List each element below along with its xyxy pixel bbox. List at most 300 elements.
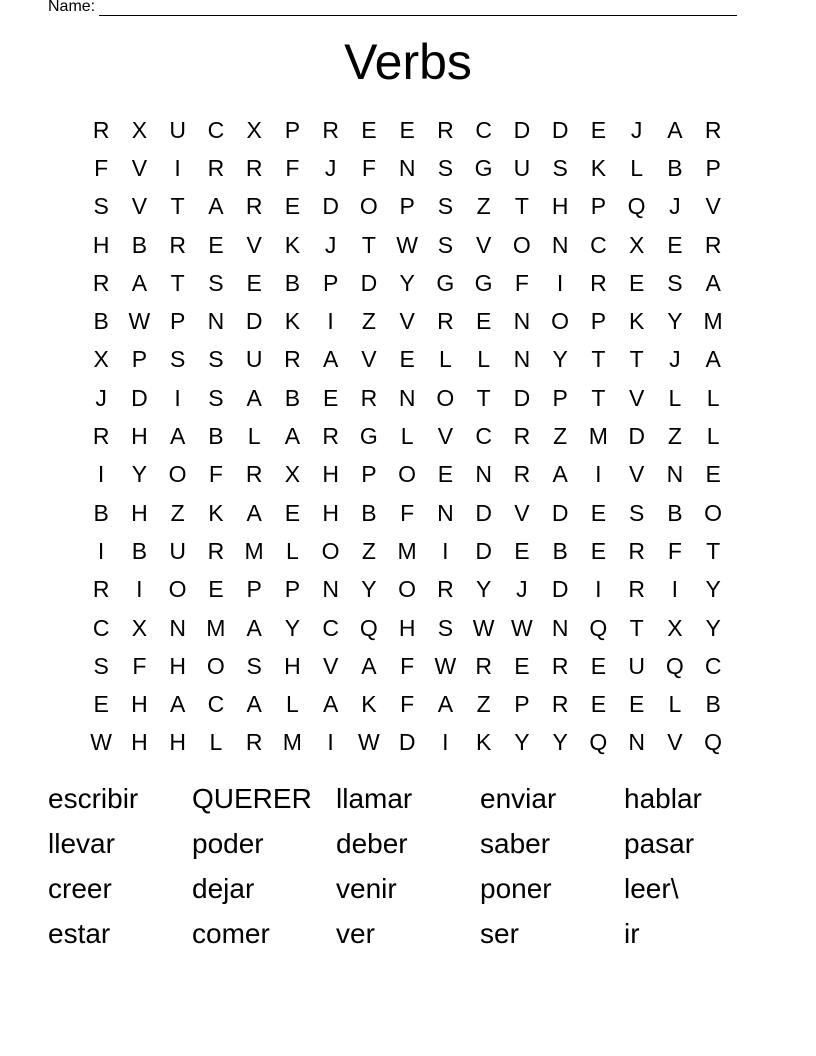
grid-letter: G (474, 269, 493, 296)
grid-letter: W (358, 729, 380, 756)
grid-letter: F (400, 691, 415, 718)
grid-letter: W (396, 231, 418, 258)
grid-letter: V (322, 652, 339, 679)
grid-letter: L (477, 346, 491, 373)
grid-letter: Z (667, 423, 682, 450)
grid-letter: S (208, 269, 224, 296)
grid-letter: O (206, 652, 225, 679)
grid-letter: K (590, 154, 607, 181)
grid-letter: Q (627, 193, 646, 220)
grid-letter: V (628, 384, 645, 411)
grid-letter: B (667, 499, 683, 526)
word-list-item: ver (336, 918, 375, 949)
grid-letter: R (92, 269, 110, 296)
grid-letter: C (590, 231, 607, 258)
grid-letter: N (475, 461, 492, 488)
word-list-item: saber (480, 828, 551, 859)
grid-letter: D (551, 499, 569, 526)
grid-letter: O (398, 576, 417, 603)
grid-letter: N (551, 231, 569, 258)
word-list-item: poder (192, 828, 264, 859)
grid-letter: R (437, 576, 454, 603)
grid-letter: I (174, 154, 181, 181)
grid-letter: E (590, 116, 607, 143)
grid-letter: X (246, 116, 262, 143)
grid-letter: I (136, 576, 143, 603)
grid-letter: D (398, 729, 416, 756)
word-list-item: creer (48, 873, 112, 904)
grid-letter: P (131, 346, 148, 373)
grid-letter: O (398, 461, 417, 488)
grid-letter: P (590, 193, 607, 220)
grid-letter: R (92, 576, 110, 603)
grid-letter: Q (704, 729, 723, 756)
grid-letter: H (169, 729, 186, 756)
grid-letter: Y (399, 269, 415, 296)
word-list-item: enviar (480, 783, 557, 814)
grid-letter: V (475, 231, 492, 258)
grid-letter: S (246, 652, 262, 679)
grid-letter: M (206, 614, 226, 641)
grid-letter: Y (514, 729, 530, 756)
grid-letter: R (207, 537, 225, 564)
word-list-item: venir (336, 873, 397, 904)
grid-letter: E (590, 691, 607, 718)
grid-letter: E (399, 116, 415, 143)
grid-letter: V (361, 346, 377, 373)
grid-letter: B (705, 691, 721, 718)
grid-letter: R (551, 691, 569, 718)
grid-letter: V (399, 308, 415, 335)
grid-letter: T (514, 193, 529, 220)
word-list-item: QUERER (192, 783, 312, 814)
grid-letter: L (668, 384, 682, 411)
grid-letter: I (671, 576, 679, 603)
grid-letter: O (168, 576, 187, 603)
grid-letter: J (95, 384, 107, 411)
word-list-item: pasar (624, 828, 695, 859)
grid-letter: I (327, 308, 334, 335)
grid-letter: O (359, 193, 378, 220)
grid-letter: I (442, 537, 449, 564)
grid-letter: C (207, 116, 225, 143)
grid-letter: Y (284, 614, 301, 641)
grid-letter: C (92, 614, 110, 641)
grid-letter: Q (589, 729, 608, 756)
grid-letter: E (93, 691, 109, 718)
grid-letter: A (169, 423, 186, 450)
grid-letter: P (169, 308, 186, 335)
grid-letter: R (322, 423, 339, 450)
grid-letter: E (437, 461, 454, 488)
grid-letter: C (322, 614, 339, 641)
grid-letter: R (628, 576, 645, 603)
grid-letter: T (706, 537, 721, 564)
grid-letter: Y (552, 346, 568, 373)
grid-letter: E (514, 652, 530, 679)
grid-letter: H (169, 652, 186, 679)
grid-letter: Z (170, 499, 185, 526)
grid-letter: R (437, 308, 454, 335)
grid-letter: X (284, 461, 301, 488)
grid-letter: P (705, 154, 721, 181)
grid-letter: L (285, 537, 299, 564)
grid-letter: Y (475, 576, 492, 603)
grid-letter: E (399, 346, 415, 373)
grid-letter: A (284, 423, 301, 450)
grid-letter: A (361, 652, 377, 679)
grid-letter: E (667, 231, 683, 258)
grid-letter: E (590, 499, 607, 526)
name-field (48, 0, 737, 16)
grid-letter: E (322, 384, 339, 411)
word-list-item: poner (480, 873, 552, 904)
grid-letter: U (169, 116, 186, 143)
grid-letter: H (322, 499, 339, 526)
grid-letter: B (284, 384, 301, 411)
grid-letter: V (628, 461, 645, 488)
grid-letter: P (246, 576, 262, 603)
word-list-item: leer\ (624, 873, 679, 904)
grid-letter: L (706, 423, 720, 450)
grid-letter: F (132, 652, 147, 679)
grid-letter: C (475, 423, 492, 450)
grid-letter: D (245, 308, 263, 335)
grid-letter: D (513, 116, 531, 143)
grid-letter: I (327, 729, 334, 756)
grid-letter: G (474, 154, 493, 181)
grid-letter: M (703, 308, 723, 335)
grid-letter: I (442, 729, 449, 756)
grid-letter: E (284, 193, 301, 220)
grid-letter: S (208, 346, 224, 373)
grid-letter: E (208, 576, 224, 603)
word-list-item: ir (624, 918, 640, 949)
word-list (48, 776, 768, 956)
grid-letter: M (282, 729, 302, 756)
grid-letter: L (706, 384, 720, 411)
grid-letter: T (629, 614, 644, 641)
grid-letter: J (324, 154, 337, 181)
grid-letter: R (284, 346, 301, 373)
grid-letter: V (246, 231, 262, 258)
grid-letter: N (551, 614, 569, 641)
grid-letter: H (131, 729, 148, 756)
grid-letter: P (399, 193, 415, 220)
grid-letter: F (514, 269, 529, 296)
grid-letter: R (245, 461, 263, 488)
grid-letter: V (514, 499, 530, 526)
grid-letter: O (512, 231, 531, 258)
word-list-item: llevar (48, 828, 115, 859)
grid-letter: V (131, 154, 148, 181)
grid-letter: E (590, 652, 607, 679)
grid-letter: N (169, 614, 186, 641)
grid-letter: E (590, 537, 607, 564)
grid-letter: V (705, 193, 721, 220)
grid-letter: D (131, 384, 148, 411)
grid-letter: H (131, 499, 148, 526)
grid-letter: A (246, 691, 262, 718)
grid-letter: L (247, 423, 261, 450)
grid-letter: R (169, 231, 186, 258)
grid-letter: S (437, 231, 454, 258)
grid-letter: U (245, 346, 263, 373)
grid-letter: R (590, 269, 607, 296)
grid-letter: Z (476, 193, 491, 220)
grid-letter: W (434, 652, 457, 679)
grid-letter: I (595, 461, 602, 488)
grid-letter: R (551, 652, 569, 679)
grid-letter: S (93, 193, 109, 220)
grid-letter: L (438, 346, 452, 373)
grid-letter: Y (131, 461, 148, 488)
word-list-item: estar (48, 918, 111, 949)
grid-letter: K (628, 308, 645, 335)
grid-letter: Z (553, 423, 568, 450)
grid-letter: R (360, 384, 378, 411)
grid-letter: R (628, 537, 645, 564)
grid-letter: S (437, 154, 454, 181)
grid-letter: J (669, 193, 681, 220)
grid-letter: F (400, 652, 415, 679)
grid-letter: I (97, 537, 105, 564)
grid-letter: A (246, 614, 262, 641)
grid-letter: D (475, 537, 492, 564)
grid-letter: E (361, 116, 377, 143)
grid-letter: R (513, 461, 531, 488)
grid-letter: H (92, 231, 110, 258)
grid-letter: H (551, 193, 569, 220)
grid-letter: N (207, 308, 225, 335)
grid-letter: A (131, 269, 148, 296)
grid-letter: N (398, 154, 416, 181)
grid-letter: X (628, 231, 645, 258)
grid-letter: R (92, 423, 110, 450)
grid-letter: S (552, 154, 568, 181)
word-list-item: ser (480, 918, 519, 949)
word-list-item: escribir (48, 783, 139, 814)
grid-letter: A (705, 346, 721, 373)
grid-letter: C (207, 691, 225, 718)
grid-letter: S (208, 384, 224, 411)
grid-letter: O (704, 499, 723, 526)
grid-letter: Y (361, 576, 377, 603)
grid-letter: T (361, 231, 376, 258)
grid-letter: T (591, 346, 606, 373)
grid-letter: Q (589, 614, 608, 641)
grid-letter: A (705, 269, 721, 296)
grid-letter: L (209, 729, 223, 756)
grid-letter: O (436, 384, 455, 411)
grid-letter: P (284, 116, 301, 143)
grid-letter: A (246, 499, 262, 526)
grid-letter: P (590, 308, 607, 335)
grid-letter: K (208, 499, 224, 526)
grid-letter: D (513, 384, 531, 411)
grid-letter: G (359, 423, 378, 450)
grid-letter: B (93, 308, 109, 335)
word-list-item: comer (192, 918, 270, 949)
word-search-grid (82, 111, 732, 762)
grid-letter: S (667, 269, 683, 296)
grid-letter: O (321, 537, 340, 564)
grid-letter: H (131, 423, 148, 450)
grid-letter: R (437, 116, 454, 143)
grid-letter: O (551, 308, 570, 335)
grid-letter: A (552, 461, 568, 488)
grid-letter: B (131, 231, 148, 258)
grid-letter: U (628, 652, 645, 679)
grid-letter: F (208, 461, 223, 488)
grid-letter: Z (476, 691, 491, 718)
grid-letter: R (245, 154, 263, 181)
name-underline (99, 0, 737, 16)
grid-letter: E (246, 269, 262, 296)
grid-letter: R (704, 231, 722, 258)
grid-letter: T (591, 384, 606, 411)
grid-letter: W (472, 614, 495, 641)
grid-letter: K (475, 729, 492, 756)
grid-letter: W (128, 308, 151, 335)
grid-letter: N (322, 576, 339, 603)
grid-letter: J (669, 346, 681, 373)
page-title: Verbs (344, 34, 472, 90)
grid-letter: S (437, 193, 454, 220)
grid-letter: T (629, 346, 644, 373)
grid-letter: U (169, 537, 186, 564)
grid-letter: Q (359, 614, 378, 641)
grid-letter: D (551, 116, 569, 143)
grid-letter: B (284, 269, 301, 296)
grid-letter: H (322, 461, 339, 488)
grid-letter: F (361, 154, 376, 181)
grid-letter: R (475, 652, 492, 679)
grid-letter: V (131, 193, 148, 220)
grid-letter: B (131, 537, 148, 564)
grid-letter: A (667, 116, 683, 143)
grid-letter: X (667, 614, 683, 641)
grid-letter: L (285, 691, 299, 718)
word-list-item: dejar (192, 873, 255, 904)
grid-letter: E (705, 461, 721, 488)
grid-letter: Q (665, 652, 684, 679)
grid-letter: P (552, 384, 568, 411)
grid-letter: J (630, 116, 643, 143)
grid-letter: V (667, 729, 683, 756)
grid-letter: H (398, 614, 416, 641)
grid-letter: R (513, 423, 531, 450)
grid-letter: H (131, 691, 148, 718)
grid-letter: A (322, 346, 339, 373)
grid-letter: B (667, 154, 683, 181)
grid-letter: E (628, 691, 645, 718)
grid-letter: L (630, 154, 644, 181)
grid-letter: A (208, 193, 224, 220)
grid-letter: W (90, 729, 112, 756)
grid-letter: I (97, 461, 105, 488)
grid-letter: T (170, 193, 185, 220)
grid-letter: R (322, 116, 339, 143)
grid-letter: K (361, 691, 377, 718)
grid-letter: R (207, 154, 225, 181)
grid-letter: A (246, 384, 262, 411)
grid-letter: B (361, 499, 377, 526)
grid-letter: D (551, 576, 569, 603)
grid-letter: M (244, 537, 264, 564)
grid-letter: A (322, 691, 339, 718)
grid-letter: S (93, 652, 109, 679)
grid-letter: K (284, 308, 301, 335)
grid-letter: E (208, 231, 224, 258)
grid-letter: Z (361, 537, 376, 564)
grid-letter: X (131, 116, 148, 143)
grid-letter: C (475, 116, 492, 143)
grid-letter: B (93, 499, 109, 526)
name-label: Name: (48, 0, 96, 15)
grid-letter: U (513, 154, 531, 181)
grid-letter: Z (361, 308, 376, 335)
grid-letter: E (628, 269, 645, 296)
grid-letter: A (169, 691, 186, 718)
grid-letter: N (437, 499, 454, 526)
grid-letter: N (513, 308, 531, 335)
grid-letter: D (322, 193, 339, 220)
grid-letter: B (208, 423, 224, 450)
grid-letter: F (667, 537, 682, 564)
grid-letter: D (475, 499, 492, 526)
grid-letter: B (552, 537, 568, 564)
grid-letter: S (437, 614, 454, 641)
grid-letter: I (556, 269, 564, 296)
grid-letter: C (704, 652, 722, 679)
grid-letter: T (170, 269, 185, 296)
grid-letter: N (666, 461, 684, 488)
grid-letter: S (628, 499, 645, 526)
grid-letter: I (174, 384, 181, 411)
grid-letter: Y (667, 308, 683, 335)
grid-letter: M (588, 423, 608, 450)
grid-letter: F (285, 154, 300, 181)
grid-letter: G (436, 269, 455, 296)
grid-letter: K (284, 231, 301, 258)
grid-letter: X (93, 346, 109, 373)
grid-letter: J (516, 576, 528, 603)
grid-letter: M (397, 537, 417, 564)
grid-letter: R (704, 116, 722, 143)
grid-letter: E (514, 537, 530, 564)
grid-letter: S (169, 346, 186, 373)
grid-letter: Y (705, 576, 721, 603)
word-list-item: deber (336, 828, 408, 859)
grid-letter: R (245, 729, 263, 756)
grid-letter: E (284, 499, 301, 526)
grid-letter: T (476, 384, 491, 411)
grid-letter: R (92, 116, 110, 143)
grid-letter: V (437, 423, 454, 450)
grid-letter: W (511, 614, 533, 641)
grid-letter: N (398, 384, 416, 411)
grid-letter: P (514, 691, 530, 718)
grid-letter: L (400, 423, 414, 450)
grid-letter: N (628, 729, 645, 756)
grid-letter: Y (705, 614, 721, 641)
word-list-item: hablar (624, 783, 702, 814)
grid-letter: H (284, 652, 301, 679)
grid-letter: R (245, 193, 263, 220)
grid-letter: N (513, 346, 531, 373)
grid-letter: E (475, 308, 492, 335)
